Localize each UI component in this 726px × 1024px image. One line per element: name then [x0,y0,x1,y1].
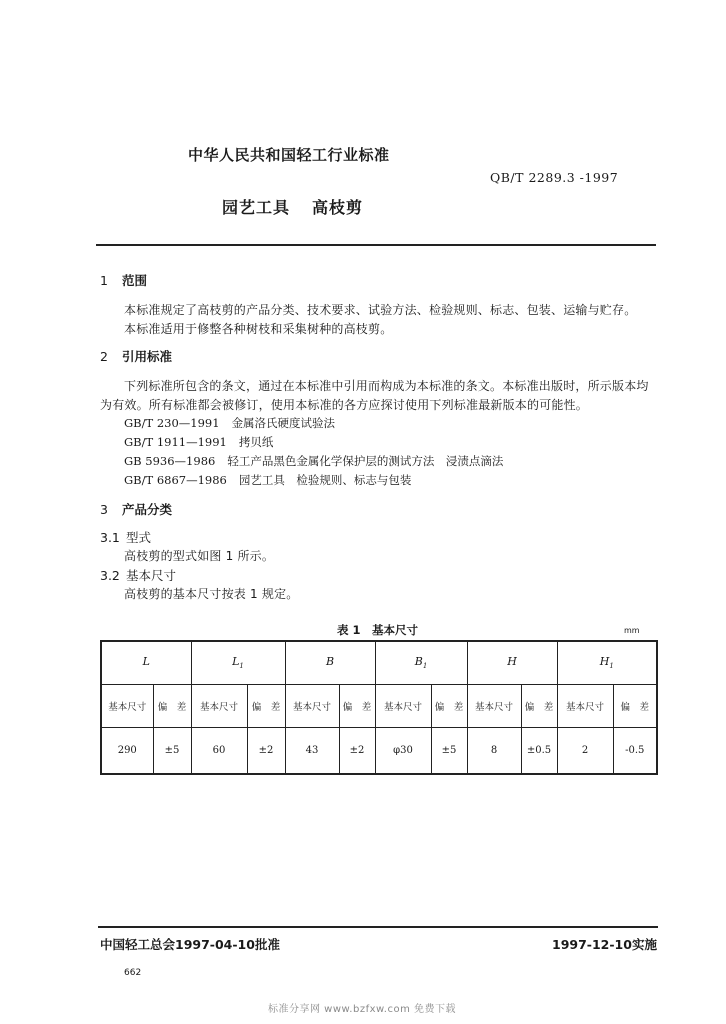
title-part-1: 园艺工具 [222,198,291,217]
title-part-2: 高枝剪 [312,198,364,217]
section-1-para-1: 本标准规定了高枝剪的产品分类、技术要求、试验方法、检验规则、标志、包装、运输与贮存。 [124,303,637,317]
column-group-L: L [101,641,191,685]
table-row [101,728,657,775]
basic-dimensions-table [100,640,658,775]
table-unit: mm [624,626,640,635]
subheader-cell: 基本尺寸 [375,685,431,728]
section-2-heading: 2 引用标准 [100,349,173,364]
column-group-B1: $B_1$ [375,641,467,685]
table-caption: 表 1 基本尺寸 [337,623,419,637]
page-number: 662 [124,968,142,978]
source-watermark: 标准分享网 www.bzfxw.com 免费下载 [268,1004,456,1015]
subheader-cell: 偏 差 [153,685,191,728]
reference-item: GB/T 6867—1986 园艺工具 检验规则、标志与包装 [124,473,412,487]
subheader-cell: 基本尺寸 [285,685,339,728]
table-cell: φ30 [375,728,431,775]
subheader-cell: 基本尺寸 [557,685,613,728]
table-cell: 43 [285,728,339,775]
subheader-cell: 基本尺寸 [191,685,247,728]
subheader-cell: 偏 差 [247,685,285,728]
table-cell: 290 [101,728,153,775]
table-cell: 2 [557,728,613,775]
table-cell: 60 [191,728,247,775]
standard-organization: 中华人民共和国轻工行业标准 [188,146,390,164]
table-cell: ±5 [431,728,467,775]
subheader-cell: 偏 差 [521,685,557,728]
table-cell: 8 [467,728,521,775]
document-title [222,195,363,218]
footer-rule [98,926,658,928]
table-cell: -0.5 [613,728,657,775]
subheader-cell: 偏 差 [431,685,467,728]
section-3-heading: 3 产品分类 [100,502,173,517]
table-cell: ±0.5 [521,728,557,775]
section-3-2-text: 高枝剪的基本尺寸按表 1 规定。 [124,587,299,601]
approval-date: 中国轻工总会1997-04-10批准 [100,937,280,952]
section-3-2-heading: 3.2 基本尺寸 [100,568,177,583]
table-cell: ±5 [153,728,191,775]
section-3-1-text: 高枝剪的型式如图 1 所示。 [124,549,275,563]
table-cell: ±2 [339,728,375,775]
subheader-cell: 基本尺寸 [467,685,521,728]
section-1-para-2: 本标准适用于修整各种树枝和采集树种的高枝剪。 [124,322,393,336]
section-3-1-heading: 3.1 型式 [100,530,152,545]
subheader-cell: 基本尺寸 [101,685,153,728]
reference-item: GB 5936—1986 轻工产品黑色金属化学保护层的测试方法 浸渍点滴法 [124,454,504,468]
column-group-L1: $L_1$ [191,641,285,685]
column-group-H: H [467,641,557,685]
section-2-para-line-1: 下列标准所包含的条文，通过在本标准中引用而构成为本标准的条文。本标准出版时，所示版本均 [124,379,649,393]
subheader-cell: 偏 差 [613,685,657,728]
section-2-para-line-2: 为有效。所有标准都会被修订，使用本标准的各方应探讨使用下列标准最新版本的可能性。 [100,398,589,412]
table-subheader-row [101,685,657,728]
subheader-cell: 偏 差 [339,685,375,728]
table-header-row [101,641,657,685]
effective-date: 1997-12-10实施 [552,937,657,952]
header-rule [96,244,656,246]
column-group-H1: $H_1$ [557,641,657,685]
table-cell: ±2 [247,728,285,775]
column-group-B: B [285,641,375,685]
standard-code: QB/T 2289.3 -1997 [490,170,619,185]
reference-item: GB/T 230—1991 金属洛氏硬度试验法 [124,416,336,430]
section-1-heading: 1 范围 [100,273,148,288]
reference-item: GB/T 1911—1991 拷贝纸 [124,435,274,449]
